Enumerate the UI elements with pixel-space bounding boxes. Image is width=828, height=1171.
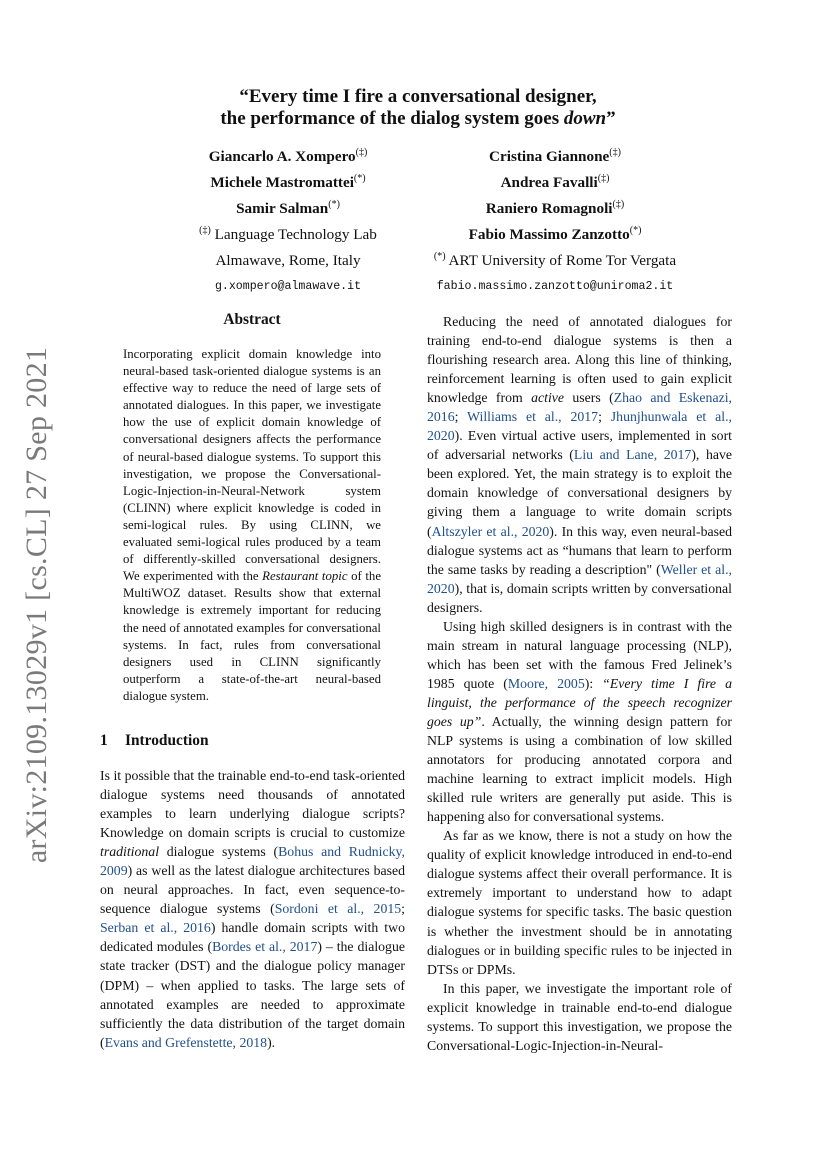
paragraph: As far as we know, there is not a study on how the quality of explicit knowledge introduced in end-to-end dialogue systems affect their overall performance. It is extremely important to understand how to adapt dialogue systems for specific tasks. The basic question is whether the investment should be in annotating dialogues or in building specific rules to be injected in DTSs or DPMs. <box>427 828 732 977</box>
paragraph: Reducing the need of annotated dialogues for training end-to-end dialogue systems is then a flourishing research area. Along this line of thinking, reinforcement learning is often used to gain explicit knowledge from active users (Zhao and Eskenazi, 2016; Williams et al., 2017; Jhunjhunwala et al., 2020). Even virtual active users, implemented in sort of adversarial networks (Liu and Lane, 2017), have been explored. Yet, the main strategy is to exploit the domain knowledge of conversational designers by giving them a language to write domain scripts (Altszyler et al., 2020). In this way, even neural-based dialogue systems act as “humans that learn to perform the same tasks by reading a description" (Weller et al., 2020), that is, domain scripts written by conversational designers. <box>427 314 733 615</box>
author-salman: Samir Salman(*) <box>236 198 340 217</box>
title-line-2: the performance of the dialog system goes <box>220 108 564 129</box>
title-closing-quote: ” <box>606 108 616 129</box>
citation-link[interactable]: Sordoni et al., 2015 <box>274 901 402 917</box>
citation-link[interactable]: Liu and Lane, 2017 <box>573 447 692 463</box>
affiliation-right: (*) ART University of Rome Tor Vergata <box>433 250 677 269</box>
title-line-1: “Every time I fire a conversational designer, <box>239 86 597 107</box>
right-column-body <box>427 312 732 1055</box>
author-xompero: Giancarlo A. Xompero(‡) <box>208 146 368 165</box>
affiliation-mark: (*) <box>629 224 642 236</box>
author-favalli: Andrea Favalli(‡) <box>500 172 610 191</box>
citation-link[interactable]: Evans and Grefenstette, 2018 <box>104 1034 268 1050</box>
abstract-emphasis: Restaurant topic <box>262 569 348 584</box>
citation-link[interactable]: Jhunjhunwala et al., 2020 <box>427 409 732 444</box>
paragraph: In this paper, we investigate the important role of explicit knowledge in trainable end-to-end dialogue systems. To support this investigation, we propose the Conversational-Logic-Injection-in-Neural- <box>427 980 732 1053</box>
citation-link[interactable]: Williams et al., 2017 <box>467 409 599 425</box>
affiliation-mark: (‡) <box>612 198 625 210</box>
paragraph: Is it possible that the trainable end-to-end task-oriented dialogue systems need thousands of annotated examples to learn underlying dialogue scripts? Knowledge on domain scripts is crucial to customize traditional dialogue systems (Bohus and Rudnicky, 2009) as well as the latest dialogue architectures based on neural approaches. In fact, even sequence-to-sequence dialogue systems (Sordoni et al., 2015; Serban et al., 2016) handle domain scripts with two dedicated modules (Bordes et al., 2017) – the dialogue state tracker (DST) and the dialogue policy manager (DPM) – when applied to tasks. The large sets of annotated examples are needed to approximate sufficiently the data distribution of the target domain (Evans and Grefenstette, 2018). <box>100 768 405 1050</box>
affiliation-left: (‡) Language Technology Lab <box>199 224 377 243</box>
affiliation-mark: (*) <box>433 250 446 262</box>
citation-link[interactable]: Serban et al., 2016 <box>100 920 211 936</box>
author-romagnoli: Raniero Romagnoli(‡) <box>485 198 625 217</box>
email-left: g.xompero@almawave.it <box>214 280 362 293</box>
affiliation-mark: (‡) <box>199 224 211 236</box>
arxiv-sidebar <box>12 346 62 864</box>
arxiv-identifier: arXiv:2109.13029v1 [cs.CL] 27 Sep 2021 <box>20 346 53 864</box>
citation-link[interactable]: Weller et al., 2020 <box>427 561 733 596</box>
title-emphasis: down <box>563 108 607 129</box>
email-right: fabio.massimo.zanzotto@uniroma2.it <box>436 280 674 293</box>
affiliation-mark: (‡) <box>355 146 368 158</box>
location-left: Almawave, Rome, Italy <box>215 252 361 269</box>
author-zanzotto: Fabio Massimo Zanzotto(*) <box>468 224 642 243</box>
section-heading-introduction <box>100 732 404 750</box>
left-column-body <box>100 766 405 1052</box>
affiliation-mark: (*) <box>353 172 366 184</box>
section-title: Introduction <box>125 732 209 749</box>
citation-link[interactable]: Moore, 2005 <box>507 675 585 691</box>
affiliation-mark: (*) <box>328 198 340 210</box>
authors-right <box>410 144 700 300</box>
paper-title <box>100 86 736 130</box>
citation-link[interactable]: Zhao and Eskenazi, 2016 <box>427 390 732 425</box>
citation-link[interactable]: Altszyler et al., 2020 <box>431 523 550 539</box>
abstract-heading: Abstract <box>223 311 281 328</box>
abstract-text: Incorporating explicit domain knowledge into neural-based task-oriented dialogue systems is an effective way to reduce the need of large sets of annotated dialogues. In this paper, we investigate how the use of explicit domain knowledge of conversational designers affects the performance of neural-based dialogue systems. To support this investigation, we propose the Conversational-Logic-Injection-in-Neural-Network system (CLINN) where explicit knowledge is coded in semi-logical rules. By using CLINN, we evaluated semi-logical rules produced by a team of differently-skilled conversational designers. We experimented with the Restaurant topic of the MultiWOZ dataset. Results show that external knowledge is extremely important for reducing the need of annotated examples for conversational systems. In fact, rules from conversational designers used in CLINN significantly outperform a state-of-the-art neural-based dialogue system. <box>123 347 382 703</box>
author-giannone: Cristina Giannone(‡) <box>489 146 621 165</box>
paragraph: Using high skilled designers is in contrast with the main stream in natural language processing (NLP), which has been set with the famous Fred Jelinek’s 1985 quote (Moore, 2005): “Every time I fire a linguist, the performance of the speech recognizer goes up”. Actually, the winning design pattern for NLP systems is using a combination of low skilled annotators for producing annotated corpora and machine learning to extract implicit models. High skilled rule writers are generally put aside. This is happening also for conversational systems. <box>427 618 733 825</box>
affiliation-mark: (‡) <box>609 146 621 158</box>
section-number: 1 <box>100 732 108 749</box>
author-mastromattei: Michele Mastromattei(*) <box>210 172 366 191</box>
affiliation-mark: (‡) <box>597 172 610 184</box>
quote-emphasis: “Every time I fire a linguist, the performance of the speech recognizer goes up” <box>427 675 732 729</box>
citation-link[interactable]: Bordes et al., 2017 <box>212 939 318 955</box>
citation-link[interactable]: Bohus and Rudnicky, 2009 <box>100 844 405 879</box>
